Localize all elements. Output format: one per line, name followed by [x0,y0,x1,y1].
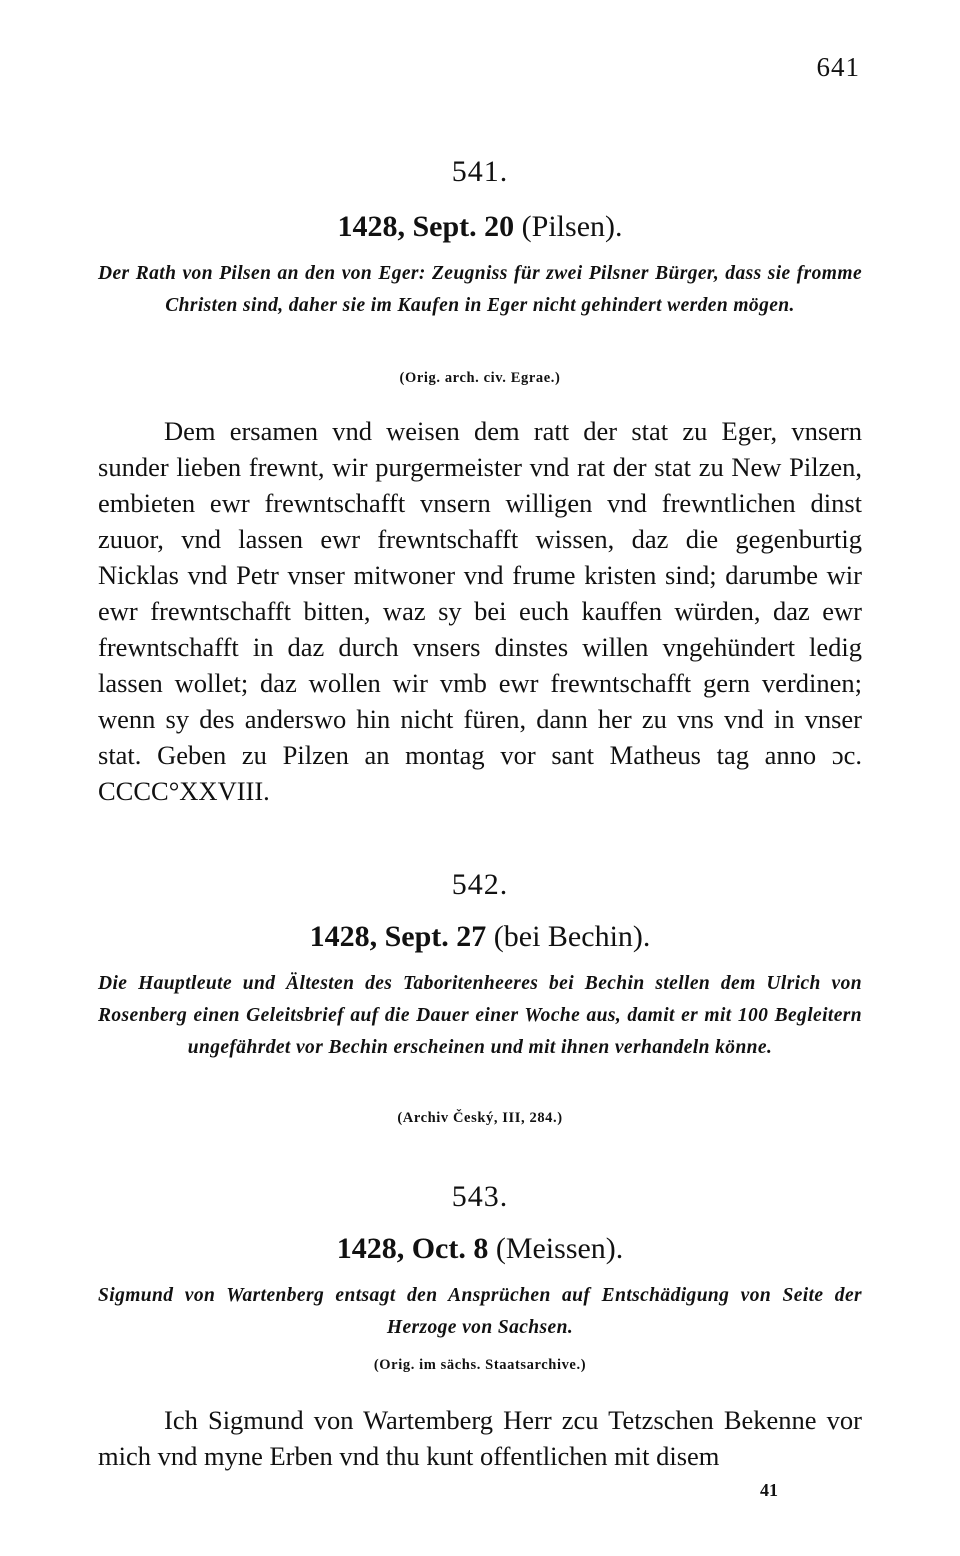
entry-date: 1428, Sept. 27 [309,920,487,953]
entry-place: (bei Bechin). [493,920,651,953]
entry-summary: Der Rath von Pilsen an den von Eger: Zeugniss für zwei Pilsner Bürger, dass sie fromme Christen sind, daher sie im Kaufen in Eger nicht gehindert werden mögen. [98,263,862,316]
footer-signature: 41 [760,1480,778,1500]
entry-summary: Die Hauptleute und Ältesten des Taboritenheeres bei Bechin stellen dem Ulrich von Rosenberg einen Geleitsbrief auf die Dauer einer Woche aus, damit er mit 100 Begleitern ungefährdet vor Bechin erscheinen und mit ihnen verhandeln könne. [98,973,862,1058]
entry-number: 542. [451,868,509,901]
entry-source: (Archiv Český, III, 284.) [397,1110,563,1126]
entry-date: 1428, Sept. 20 [337,210,515,243]
entry-text: Ich Sigmund von Wartemberg Herr zcu Tetzschen Bekenne vor mich vnd myne Erben vnd thu kunt offentlichen mit disem [98,1405,862,1471]
entry-source: (Orig. arch. civ. Egrae.) [399,370,561,386]
entry-text: Dem ersamen vnd weisen dem ratt der stat zu Eger, vnsern sunder lieben frewnt, wir purgermeister vnd rat der stat zu New Pilzen, embieten ewr frewntschafft vnsern willigen vnd frewntlichen dinst zuuor, vnd lassen ewr frewntschafft wissen, daz die gegenburtig Nicklas vnd Petr vnser mitwoner vnd frume kristen sind; darumbe wir ewr frewntschafft bitten, waz sy bei euch kauffen würden, daz ewr frewntschafft in daz durch vnsers dinstes willen vngehündert ledig lassen wollet; daz wollen wir vmb ewr frewntschafft gern verdinen; wenn sy des anderswo hin nicht füren, dann her zu vns vnd in vnser stat. Geben zu Pilzen an montag vor sant Matheus tag anno ɔc. CCCC°XXVIII. [98,416,862,806]
entry-date: 1428, Oct. 8 [336,1232,489,1265]
entry-number: 541. [451,155,509,188]
entry-date-heading [0,210,960,244]
entry-summary: Sigmund von Wartenberg entsagt den Ansprüchen auf Entschädigung von Seite der Herzoge von Sachsen. [98,1285,862,1338]
entry-date-heading [0,1232,960,1266]
page-number: 641 [816,52,860,82]
entry-number: 543. [451,1180,509,1213]
entry-source: (Orig. im sächs. Staatsarchive.) [373,1357,587,1373]
entry-date-heading [0,920,960,954]
entry-place: (Meissen). [495,1232,624,1265]
entry-place: (Pilsen). [521,210,623,243]
